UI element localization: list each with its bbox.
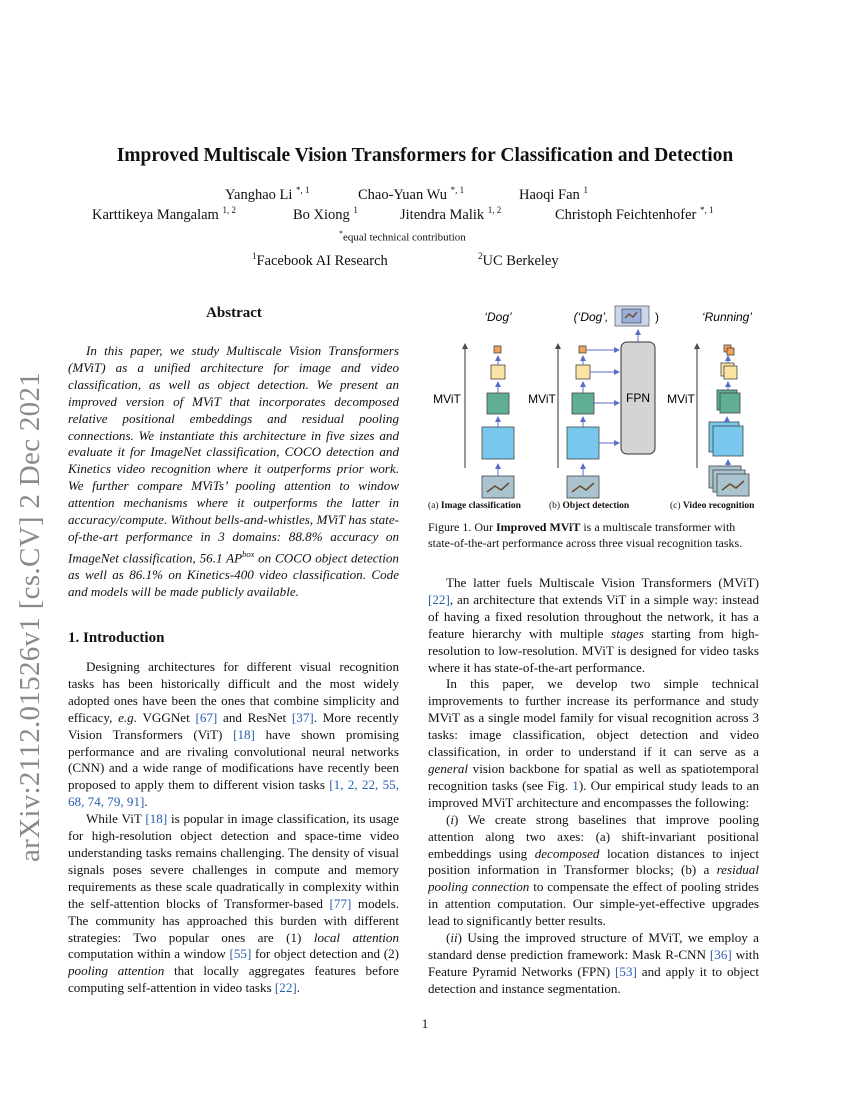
intro-body [68, 659, 399, 997]
citation-link[interactable]: 1 [572, 777, 579, 793]
citation-link[interactable]: [53] [615, 963, 637, 979]
right-paragraph-1: The latter fuels Multiscale Vision Transformers (MViT) [22], an architecture that extends ViT in a simple way: instead of having a fixed resolution throughout the network, it has a feature hierarchy with multiple stages starting from high-resolution to low-resolution. MViT is designed for video tasks where it has state-of-the-art performance. [428, 575, 759, 675]
affiliation-2: $^2$UC Berkeley [478, 251, 559, 269]
citation-link[interactable]: [37] [291, 709, 314, 725]
label-mvit-a: MViT [433, 392, 461, 406]
author-5: Bo Xiong $^1$ [293, 205, 358, 223]
citation-link[interactable]: [18] [233, 726, 255, 742]
arxiv-identifier: arXiv:2112.01526v1 [cs.CV] 2 Dec 2021 [14, 371, 46, 862]
author-1: Yanghao Li $^{*, 1}$ [225, 185, 310, 203]
stack-object-detection [567, 330, 655, 498]
label-fpn: FPN [626, 391, 650, 405]
right-paragraph-3: (i) We create strong baselines that improve pooling attention along two axes: (a) shift-invariant positional embeddings using decomposed location distances to inject position information in Transformer blocks; (b) a residual pooling connection to compensate the effect of pooling strides in attention computation. Our simple-yet-effective upgrades lead to significantly better results. [428, 811, 760, 929]
abstract-body: In this paper, we study Multiscale Vision Transformers (MViT) as a unified architecture for image and video classification, as well as object detection. We present an improved version of MViT that incorporates decomposed relative positional embeddings and residual pooling connections. We instantiate this architecture in five sizes and evaluate it for ImageNet classification, COCO detection and Kinetics video recognition where it outperforms prior work. We further compare MViTs’ pooling attention to window attention mechanisms where it outperforms the latter in accuracy/compute. Without bells-and-whistles, MViT has state-of-the-art performance in 3 domains: 88.8% accuracy on ImageNet classification, 56.1 $AP^{box}$ on COCO object detection as well as 86.1% on Kinetics-400 video classification. Code and models will be made publicly available. [68, 343, 399, 600]
label-dog: ‘Dog’ [484, 310, 512, 324]
intro-paragraph-1: Designing architectures for different visual recognition tasks has been historically difficult and the most widely adopted ones have been the ones that combine simplicity and efficacy, e.g. VGGNet [67] and ResNet [37]. More recently Vision Transformers (ViT) [18] have shown promising performance and are rivaling convolutional neural networks (CNN) and a wide range of modifications have recently been proposed to apply them to different vision tasks [1, 2, 22, 55, 68, 74, 79, 91]. [68, 659, 399, 810]
abstract-heading: Abstract [206, 305, 262, 321]
label-mvit-b: MViT [528, 392, 556, 406]
intro-heading: 1. Introduction [68, 630, 165, 646]
author-3: Haoqi Fan $^1$ [519, 185, 588, 203]
author-6: Jitendra Malik $^{1, 2}$ [400, 205, 502, 223]
label-mvit-c: MViT [667, 392, 695, 406]
affiliation-1: $^1$Facebook AI Research [252, 251, 388, 269]
label-running: ‘Running’ [701, 310, 753, 324]
citation-link[interactable]: [55] [229, 946, 252, 962]
author-4: Karttikeya Mangalam $^{1, 2}$ [92, 205, 236, 223]
citation-link[interactable]: [1, 2, 22, 55, 68, 74, 79, 91] [68, 777, 399, 810]
citation-link[interactable]: [22] [274, 980, 297, 996]
subcaption-a: (a) Image classification [428, 501, 521, 511]
label-dog-box-close: ) [655, 310, 659, 324]
right-paragraph-4: (ii) Using the improved structure of MViT, we employ a standard dense prediction framework: Mask R-CNN [36] with Feature Pyramid Networks (FPN) [53] and apply it to object detection and instance segmentation. [428, 930, 759, 996]
citation-link[interactable]: [67] [195, 709, 218, 725]
author-2: Chao-Yuan Wu $^{*, 1}$ [358, 185, 465, 203]
citation-link[interactable]: [77] [329, 895, 352, 911]
equal-contribution-note: *equal technical contribution [339, 229, 466, 244]
subcaption-b: (b) Object detection [549, 501, 630, 511]
citation-link[interactable]: [22] [428, 591, 450, 607]
figure-1-caption: Figure 1. Our Improved MViT is a multiscale transformer with state-of-the-art performance across three visual recognition tasks. [428, 520, 743, 550]
right-paragraph-2: In this paper, we develop two simple technical improvements to further increase its performance and study MViT as a single model family for visual recognition across 3 tasks: image classification, object detection and video classification, in order to understand if it can serve as a general vision backbone for spatial as well as spatiotemporal recognition tasks (see Fig. 1). Our empirical study leads to an improved MViT architecture and encompasses the following: [428, 676, 759, 810]
citation-link[interactable]: [36] [709, 946, 732, 962]
intro-paragraph-2: While ViT [18] is popular in image classification, its usage for high-resolution object detection and space-time video understanding tasks remains challenging. The density of visual signals poses severe challenges in compute and memory requirements as these scale quadratically in complexity within the self-attention blocks of Transformer-based [77] models. The community has approached this burden with different strategies: Two popular ones are (1) local attention computation within a window [55] for object detection and (2) pooling attention that locally aggregates features before computing self-attention in video tasks [22]. [68, 811, 399, 996]
right-column-body [428, 575, 759, 998]
subcaption-c: (c) Video recognition [670, 501, 755, 511]
page-number: 1 [421, 1016, 429, 1031]
citation-link[interactable]: [18] [145, 811, 168, 827]
stack-image-classification [482, 346, 514, 498]
label-dog-box-open: (‘Dog’, [573, 310, 609, 324]
figure-1-diagram [425, 300, 765, 515]
author-7: Christoph Feichtenhofer $^{*, 1}$ [555, 205, 714, 223]
stack-video-recognition [709, 345, 749, 496]
paper-title: Improved Multiscale Vision Transformers for Classification and Detection [116, 145, 734, 166]
